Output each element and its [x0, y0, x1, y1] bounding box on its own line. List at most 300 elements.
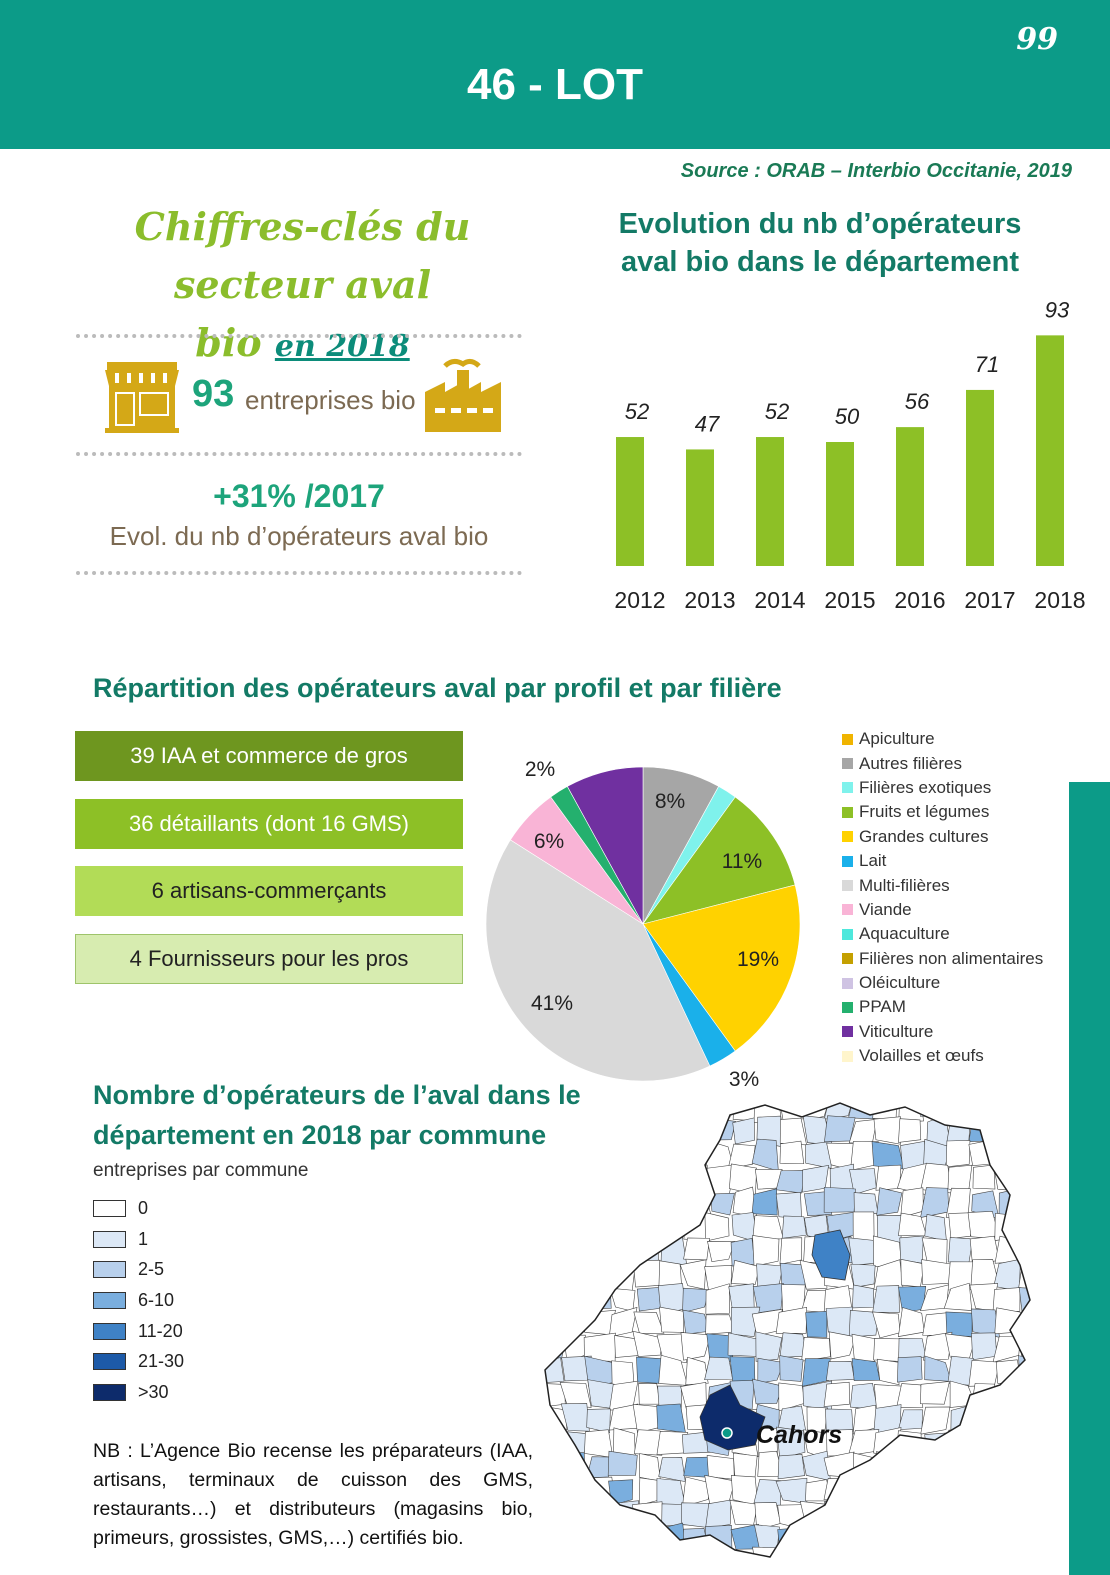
commune-area [661, 1235, 687, 1264]
map-legend-item [93, 1254, 184, 1285]
commune-area [633, 1260, 661, 1287]
map-legend-swatch [93, 1261, 126, 1278]
commune-area [635, 1115, 658, 1145]
commune-area [848, 1478, 879, 1506]
profile-box: 36 détaillants (dont 16 GMS) [75, 799, 463, 849]
commune-area [1020, 1382, 1040, 1410]
map-legend-label: >30 [138, 1381, 169, 1402]
bar-chart-title-line1: Evolution du nb d’opérateurs [618, 208, 1022, 240]
commune-area [657, 1118, 682, 1146]
commune-area [614, 1192, 634, 1213]
commune-area [1022, 1476, 1040, 1505]
commune-area [780, 1356, 803, 1382]
commune-area [899, 1338, 926, 1359]
commune-area [854, 1547, 878, 1565]
commune-area [999, 1429, 1023, 1458]
legend-item [842, 971, 1043, 995]
key-figures-title [70, 198, 535, 376]
legend-item [842, 849, 1043, 873]
commune-area [969, 1499, 999, 1530]
bar-chart-title [590, 205, 1050, 281]
commune-area [969, 1360, 1000, 1386]
commune-area [540, 1335, 567, 1359]
x-tick-label: 2015 [824, 587, 876, 613]
commune-area [851, 1264, 875, 1287]
commune-area [609, 1118, 636, 1143]
commune-area [922, 1525, 952, 1554]
commune-area [1017, 1526, 1040, 1553]
commune-area [585, 1191, 613, 1216]
legend-swatch [842, 758, 853, 769]
commune-area [609, 1480, 633, 1505]
legend-item [842, 873, 1043, 897]
legend-item [842, 800, 1043, 824]
commune-area [901, 1259, 924, 1287]
pie-data-label: 11% [721, 850, 763, 873]
legend-item [842, 1044, 1043, 1068]
commune-area [996, 1360, 1021, 1384]
commune-area [633, 1548, 660, 1565]
pie-chart [470, 750, 830, 1100]
commune-area [585, 1260, 613, 1289]
commune-area [659, 1457, 686, 1481]
x-tick-label: 2016 [894, 587, 946, 613]
companies-label: entreprises bio [245, 385, 416, 415]
legend-item [842, 898, 1043, 922]
commune-area [776, 1192, 801, 1218]
legend-label: Volailles et œufs [859, 1046, 984, 1066]
commune-area [657, 1479, 685, 1506]
commune-area [683, 1288, 709, 1312]
commune-area [922, 1260, 952, 1285]
page-number: 99 [1016, 22, 1058, 57]
commune-area [562, 1190, 592, 1216]
legend-label: Lait [859, 851, 887, 871]
commune-area [873, 1286, 900, 1313]
commune-area [994, 1119, 1023, 1140]
bar-chart [590, 290, 1090, 620]
dotted-divider [76, 571, 522, 575]
page-title: 46 - LOT [466, 60, 644, 109]
commune-area [540, 1428, 564, 1453]
commune-area [1017, 1118, 1040, 1146]
bar-value-label: 52 [764, 399, 790, 425]
map-legend-swatch [93, 1200, 126, 1217]
commune-area [1022, 1452, 1040, 1479]
commune-area [975, 1096, 997, 1122]
bar-value-label: 50 [834, 404, 860, 429]
commune-area [901, 1456, 926, 1479]
legend-item [842, 947, 1043, 971]
commune-area [753, 1235, 779, 1266]
commune-area [877, 1359, 899, 1385]
commune-area [753, 1216, 784, 1239]
lot-commune-map [540, 1095, 1040, 1565]
legend-label: PPAM [859, 997, 906, 1017]
commune-area [921, 1407, 950, 1434]
commune-area [920, 1452, 951, 1482]
commune-area [659, 1307, 683, 1332]
commune-area [852, 1285, 873, 1308]
commune-area [681, 1332, 710, 1360]
commune-area [1016, 1548, 1040, 1565]
commune-area [921, 1549, 952, 1565]
commune-area [898, 1523, 928, 1554]
commune-area [587, 1284, 611, 1309]
legend-label: Filières exotiques [859, 777, 992, 797]
legend-item [842, 825, 1043, 849]
commune-area [824, 1187, 855, 1212]
factory-icon [423, 356, 503, 434]
commune-area [995, 1505, 1024, 1528]
map-legend [93, 1193, 184, 1408]
commune-area [780, 1118, 806, 1145]
commune-area [632, 1502, 663, 1530]
commune-area [831, 1529, 853, 1553]
commune-area [585, 1163, 615, 1194]
commune-area [826, 1361, 854, 1380]
commune-area [850, 1527, 874, 1551]
legend-item [842, 1020, 1043, 1044]
commune-area [874, 1524, 903, 1554]
commune-area [707, 1455, 734, 1479]
map-legend-swatch [93, 1292, 126, 1309]
commune-area [920, 1381, 949, 1404]
pie-data-label: 8% [654, 790, 686, 813]
legend-swatch [842, 1026, 853, 1037]
commune-area [560, 1237, 590, 1266]
map-legend-label: 2-5 [138, 1259, 165, 1280]
commune-area [897, 1357, 922, 1383]
commune-area [829, 1332, 856, 1359]
commune-area [973, 1428, 996, 1453]
map-legend-swatch [93, 1353, 126, 1370]
commune-area [995, 1213, 1022, 1240]
commune-area [562, 1524, 592, 1553]
commune-area [585, 1140, 614, 1169]
map-legend-swatch [93, 1323, 126, 1340]
commune-area [611, 1528, 639, 1552]
commune-area [995, 1236, 1023, 1263]
commune-area [1018, 1503, 1040, 1527]
commune-area [752, 1189, 777, 1215]
map-note: NB : L’Agence Bio recense les préparateurs (IAA, artisans, terminaux de cuisson des GMS, restaurants…) et distributeurs (magasins bio, primeurs, grossistes, GMS,…) certifiés bio. [93, 1440, 533, 1549]
commune-area [705, 1212, 729, 1241]
commune-area [608, 1142, 638, 1168]
commune-area [543, 1288, 568, 1314]
commune-area [540, 1142, 566, 1169]
commune-area [682, 1550, 711, 1565]
commune-area [995, 1308, 1022, 1334]
commune-area [925, 1433, 950, 1457]
legend-item [842, 922, 1043, 946]
profile-box: 39 IAA et commerce de gros [75, 731, 463, 781]
commune-area [971, 1333, 996, 1360]
bar-value-label: 52 [624, 399, 650, 425]
commune-area [876, 1452, 902, 1480]
legend-item [842, 995, 1043, 1019]
legend-swatch [842, 831, 853, 842]
commune-area [993, 1477, 1019, 1502]
legend-label: Multi-filières [859, 875, 950, 895]
pie-data-label: 6% [533, 830, 565, 853]
legend-item [842, 727, 1043, 751]
commune-area [542, 1168, 565, 1193]
map-title-line2: département en 2018 par commune [93, 1120, 547, 1150]
commune-area [1022, 1310, 1040, 1338]
commune-area [564, 1549, 591, 1565]
commune-area [899, 1095, 924, 1122]
profile-box: 4 Fournisseurs pour les pros [75, 934, 463, 984]
pie-data-label: 19% [736, 948, 780, 971]
legend-swatch [842, 807, 853, 818]
legend-swatch [842, 856, 853, 867]
map-legend-title: entreprises par commune [93, 1160, 309, 1181]
commune-area [849, 1499, 879, 1527]
commune-area [634, 1312, 664, 1334]
commune-area [659, 1552, 683, 1565]
page-header [0, 0, 1110, 149]
pie-data-label: 41% [530, 992, 574, 1015]
commune-area [997, 1525, 1018, 1552]
legend-swatch [842, 880, 853, 891]
commune-area [752, 1379, 782, 1404]
key-figures-title-prefix: bio [195, 320, 262, 365]
commune-area [897, 1504, 928, 1530]
commune-area [1016, 1164, 1040, 1194]
commune-area [683, 1528, 708, 1554]
commune-area [733, 1118, 755, 1144]
commune-area [562, 1095, 589, 1117]
commune-area [707, 1241, 734, 1261]
commune-area [706, 1500, 731, 1528]
map-legend-label: 0 [138, 1197, 149, 1218]
bar-value-label: 47 [694, 411, 720, 437]
commune-area [612, 1548, 637, 1565]
legend-item [842, 751, 1043, 775]
commune-area [995, 1409, 1023, 1435]
evolution-value: +31% /2017 [213, 478, 385, 514]
legend-label: Autres filières [859, 753, 962, 773]
legend-label: Viande [859, 899, 912, 919]
commune-area [945, 1455, 975, 1482]
commune-area [588, 1095, 616, 1123]
commune-area [563, 1142, 587, 1167]
commune-area [946, 1552, 975, 1565]
commune-area [925, 1500, 950, 1526]
commune-area [971, 1453, 998, 1480]
commune-area [1018, 1193, 1040, 1217]
bar-2018 [1036, 335, 1064, 566]
commune-area [639, 1383, 660, 1404]
commune-area [708, 1095, 732, 1117]
commune-area [873, 1479, 903, 1507]
map-legend-item [93, 1285, 184, 1316]
commune-area [946, 1140, 970, 1167]
legend-label: Apiculture [859, 729, 935, 749]
x-tick-label: 2017 [964, 587, 1016, 613]
commune-area [780, 1238, 802, 1265]
commune-area [827, 1551, 853, 1565]
commune-area [608, 1262, 635, 1291]
map-legend-item [93, 1346, 184, 1377]
map-title-line1: Nombre d’opérateurs de l’aval dans le [93, 1080, 581, 1110]
commune-area [948, 1237, 973, 1262]
commune-area [587, 1457, 611, 1478]
map-legend-item [93, 1224, 184, 1255]
commune-area [564, 1502, 592, 1527]
commune-area [589, 1499, 614, 1531]
legend-label: Viticulture [859, 1021, 934, 1041]
x-tick-label: 2018 [1034, 587, 1086, 613]
commune-area [634, 1211, 661, 1242]
commune-area [898, 1119, 920, 1143]
commune-area [1020, 1410, 1040, 1435]
commune-area [540, 1504, 564, 1528]
commune-area [947, 1115, 971, 1144]
commune-area [900, 1236, 924, 1263]
source-note: Source : ORAB – Interbio Occitanie, 2019 [680, 160, 1072, 182]
commune-area [589, 1212, 613, 1238]
commune-area [778, 1505, 806, 1530]
commune-area [994, 1452, 1023, 1480]
commune-area [824, 1382, 849, 1406]
commune-area [975, 1405, 1000, 1434]
commune-area [945, 1334, 975, 1361]
map-legend-item [93, 1377, 184, 1408]
bar-2012 [616, 437, 644, 566]
commune-area [635, 1524, 663, 1551]
commune-area [806, 1311, 827, 1337]
commune-area [778, 1454, 805, 1479]
commune-area [560, 1259, 590, 1287]
commune-area [540, 1358, 564, 1383]
commune-area [541, 1451, 564, 1479]
cahors-label: Cahors [756, 1421, 843, 1449]
legend-label: Aquaculture [859, 924, 950, 944]
bar-2017 [966, 390, 994, 566]
commune-area [998, 1551, 1019, 1565]
legend-swatch [842, 953, 853, 964]
commune-area [1017, 1428, 1040, 1456]
commune-area [756, 1332, 782, 1361]
commune-area [561, 1289, 588, 1315]
commune-area [972, 1384, 995, 1406]
distribution-title: Répartition des opérateurs aval par profil et par filière [93, 673, 782, 703]
commune-area [561, 1117, 588, 1147]
commune-area [657, 1404, 686, 1433]
commune-area [635, 1095, 663, 1117]
commune-area [565, 1478, 587, 1504]
commune-area [995, 1386, 1023, 1410]
commune-area [824, 1501, 850, 1530]
commune-area [993, 1336, 1020, 1362]
commune-area [898, 1307, 924, 1336]
x-tick-label: 2012 [614, 587, 666, 613]
commune-area [730, 1500, 758, 1525]
pie-data-label: 2% [524, 758, 556, 781]
pie-legend [842, 727, 1043, 1068]
commune-area [682, 1117, 710, 1144]
commune-area [560, 1215, 586, 1239]
commune-area [897, 1550, 925, 1565]
bar-2016 [896, 427, 924, 566]
companies-count: 93 [192, 373, 235, 415]
commune-area [944, 1527, 973, 1549]
commune-area [802, 1337, 831, 1361]
commune-area [640, 1453, 661, 1481]
legend-swatch [842, 782, 853, 793]
commune-area [634, 1164, 662, 1192]
commune-area [776, 1170, 805, 1193]
commune-area [1018, 1259, 1040, 1290]
commune-area [994, 1259, 1021, 1291]
commune-area [901, 1188, 924, 1218]
commune-area [803, 1528, 830, 1553]
commune-area [852, 1359, 880, 1381]
commune-area [1020, 1140, 1040, 1169]
bar-value-label: 93 [1044, 297, 1070, 323]
commune-area [1016, 1212, 1040, 1236]
legend-swatch [842, 904, 853, 915]
commune-area [897, 1476, 923, 1506]
commune-area [540, 1307, 566, 1338]
map-legend-label: 6-10 [138, 1289, 175, 1310]
commune-area [540, 1266, 566, 1287]
commune-area [898, 1410, 922, 1430]
commune-area [849, 1238, 875, 1266]
legend-swatch [842, 1051, 853, 1062]
commune-area [639, 1478, 658, 1505]
profile-box: 6 artisans-commerçants [75, 866, 463, 916]
map-legend-swatch [93, 1384, 126, 1401]
commune-area [634, 1238, 658, 1263]
evolution-label: Evol. du nb d’opérateurs aval bio [109, 521, 489, 551]
commune-area [874, 1117, 901, 1145]
commune-area [925, 1214, 947, 1241]
bar-value-label: 71 [974, 351, 1000, 377]
commune-area [680, 1260, 706, 1289]
commune-area [540, 1524, 565, 1552]
commune-area [1017, 1096, 1040, 1121]
commune-area [873, 1095, 897, 1120]
commune-area [659, 1189, 684, 1216]
commune-area [587, 1409, 611, 1433]
commune-area [706, 1315, 735, 1335]
commune-area [657, 1095, 686, 1120]
x-tick-label: 2013 [684, 587, 736, 613]
commune-area [972, 1477, 999, 1504]
commune-area [610, 1235, 637, 1266]
commune-area [852, 1334, 876, 1361]
commune-area [609, 1164, 639, 1192]
legend-label: Fruits et légumes [859, 802, 990, 822]
commune-area [540, 1213, 567, 1242]
shop-icon [103, 360, 181, 434]
map-legend-item [93, 1193, 184, 1224]
commune-area [948, 1481, 975, 1507]
commune-area [659, 1523, 686, 1551]
commune-area [638, 1142, 661, 1170]
bar-2014 [756, 437, 784, 566]
commune-area [853, 1212, 874, 1243]
map-legend-label: 11-20 [138, 1320, 183, 1341]
commune-area [780, 1141, 804, 1164]
commune-area [684, 1142, 709, 1166]
commune-area [540, 1095, 564, 1120]
commune-area [585, 1549, 613, 1565]
commune-area [636, 1190, 663, 1218]
